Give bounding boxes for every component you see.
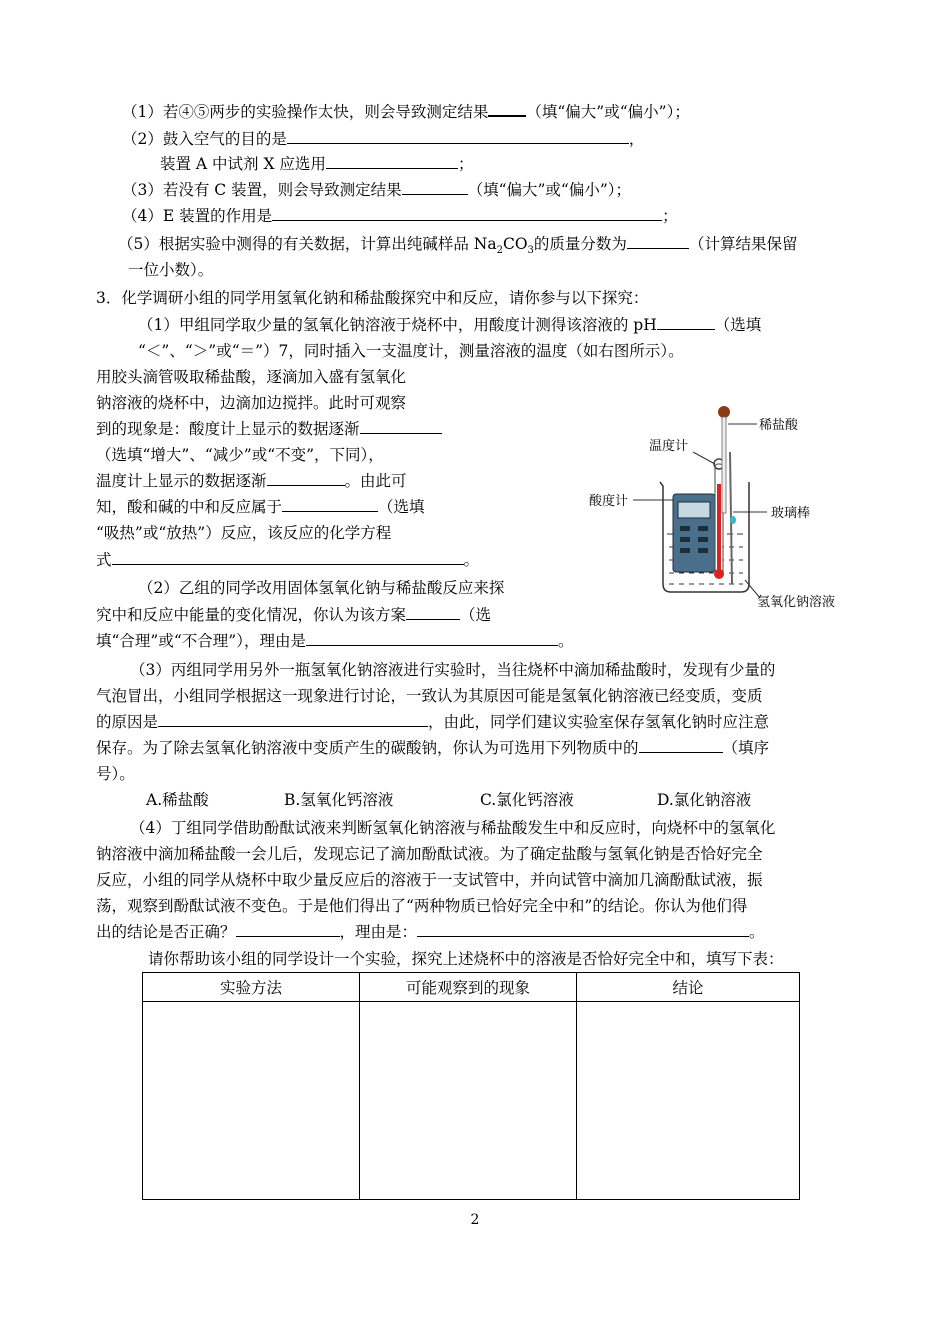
q2-s3-text: （3）若没有 C 装置，则会导致测定结果: [122, 181, 402, 199]
q3-p3-line1: （3）丙组同学用另外一瓶氢氧化钠溶液进行实验时，当往烧杯中滴加稀盐酸时，发现有少量的: [130, 661, 776, 679]
text: 。: [749, 923, 765, 941]
text: 出的结论是否正确？: [96, 923, 236, 941]
q3-p1-line7: [96, 470, 407, 492]
text: 。: [557, 632, 574, 650]
blank[interactable]: [639, 737, 723, 753]
q3-p1-line6: （选填“增大”、“减少”或“不变”，下同），: [96, 446, 384, 464]
q3-p3-line4: [96, 737, 769, 759]
q2-s3-hint: （填“偏大”或“偏小”）；: [467, 181, 632, 199]
q2-s2c-text: 装置 A 中试剂 X 应选用: [160, 155, 326, 173]
text: （选填: [378, 498, 425, 516]
blank[interactable]: [406, 604, 460, 620]
q3-p1-line1: [138, 314, 761, 336]
q3-intro: 3．化学调研小组的同学用氢氧化钠和稀盐酸探究中和反应，请你参与以下探究：: [96, 289, 649, 307]
q3-p1-line4: 钠溶液的烧杯中，边滴加边搅拌。此时可观察: [96, 394, 407, 412]
q2-s5b-text: 的质量分数为: [533, 235, 627, 253]
option-d: D.氯化钠溶液: [657, 791, 752, 809]
subscript: 3: [527, 245, 534, 257]
thermometer-mercury: [717, 484, 721, 572]
q3-p1-line5: [96, 418, 442, 440]
q3-p1-line8: [96, 496, 425, 518]
blank[interactable]: [657, 314, 715, 330]
label-thermometer: 温度计: [649, 439, 689, 454]
text: 的原因是: [96, 713, 159, 731]
q3-p1-line9: “吸热”或“放热”）反应，该反应的化学方程: [96, 524, 392, 542]
text: 知，酸和碱的中和反应属于: [96, 498, 283, 516]
option-b: B.氢氧化钙溶液: [284, 791, 394, 809]
option-a: A.稀盐酸: [146, 791, 209, 809]
blank[interactable]: [112, 549, 464, 565]
label-acid: 稀盐酸: [759, 418, 799, 433]
q2-line7: 一位小数）。: [128, 261, 214, 279]
experiment-table: [142, 972, 800, 1200]
header-phenomenon: 可能观察到的现象: [360, 973, 577, 1002]
formula-part: CO: [502, 235, 528, 253]
q2-line2: [122, 128, 644, 150]
q2-s1-hint: （填“偏大”或“偏小”）；: [526, 103, 690, 121]
q3-p1-line10: [96, 549, 479, 571]
q2-line1: [122, 100, 690, 123]
table-header-row: [143, 973, 800, 1002]
table-row: [143, 1002, 800, 1200]
thermometer-bulb: [714, 569, 724, 579]
q3-p4-line2: 钠溶液中滴加稀盐酸一会儿后，发现忘记了滴加酚酞试液。为了确定盐酸与氢氧化钠是否恰好完全: [96, 845, 763, 863]
q2-line4: [122, 179, 631, 201]
text: （选: [460, 606, 492, 624]
q3-p1-line2: “＜”、“＞”或“＝”）7，同时插入一支温度计，测量溶液的温度（如右图所示）。: [138, 342, 684, 360]
punct: ；: [457, 155, 474, 173]
q3-p2-line3: [96, 630, 573, 652]
apparatus-figure: [585, 402, 855, 614]
q3-p2-line2: [96, 604, 491, 626]
punct: ，: [628, 130, 645, 148]
blank[interactable]: [282, 496, 378, 512]
text: 式: [96, 551, 112, 569]
q2-line3: [160, 153, 473, 175]
q2-s1-text: （1）若④⑤两步的实验操作太快，则会导致测定结果: [122, 103, 489, 121]
header-method: 实验方法: [143, 973, 360, 1002]
text: 温度计上显示的数据逐渐: [96, 472, 267, 490]
blank[interactable]: [402, 179, 468, 195]
blank[interactable]: [627, 233, 689, 249]
q3-p4-line3: 反应，小组的同学从烧杯中取少量反应后的溶液于一支试管中，并向试管中滴加几滴酚酞试液，振: [96, 871, 763, 889]
q2-s5-text: （5）根据实验中测得的有关数据，计算出纯碱样品 Na: [118, 235, 497, 253]
blank[interactable]: [360, 418, 442, 434]
blank[interactable]: [287, 128, 629, 144]
cell-conclusion[interactable]: [577, 1002, 800, 1200]
cell-phenomenon[interactable]: [360, 1002, 577, 1200]
q3-p3-line3: [96, 711, 769, 733]
q3-p4-line6: 请你帮助该小组的同学设计一个实验，探究上述烧杯中的溶液是否恰好完全中和，填写下表：: [148, 950, 784, 968]
subscript: 2: [496, 245, 503, 257]
q3-p2-line1: （2）乙组的同学改用固体氢氧化钠与稀盐酸反应来探: [138, 579, 505, 597]
blank[interactable]: [267, 470, 345, 486]
q2-line6: [118, 233, 797, 262]
q2-s5c-text: （计算结果保留: [688, 235, 798, 253]
text: ，由此，同学们建议实验室保存氢氧化钠时应注意: [428, 713, 770, 731]
q2-s4-text: （4）E 装置的作用是: [122, 207, 273, 225]
q2-s2-text: （2）鼓入空气的目的是: [122, 130, 287, 148]
q3-p3-line2: 气泡冒出，小组同学根据这一现象进行讨论，一致认为其原因可能是氢氧化钠溶液已经变质，变质: [96, 687, 763, 705]
blank[interactable]: [488, 100, 526, 117]
blank[interactable]: [272, 205, 662, 221]
q3-p1-line3: 用胶头滴管吸取稀盐酸，逐滴加入盛有氢氧化: [96, 368, 407, 386]
dropper-bulb-icon: [718, 406, 730, 418]
header-conclusion: 结论: [577, 973, 800, 1002]
text: ，理由是：: [339, 923, 418, 941]
cell-method[interactable]: [143, 1002, 360, 1200]
punct: ；: [662, 207, 678, 225]
droplet-icon: [730, 516, 736, 524]
q3-p3-line5: 号）。: [96, 765, 135, 783]
blank[interactable]: [306, 630, 558, 646]
text: （填序: [722, 739, 770, 757]
q3-p4-line4: 荡，观察到酚酞试液不变色。于是他们得出了“两种物质已恰好完全中和”的结论。你认为他们得: [96, 897, 748, 915]
label-naoh: 氢氧化钠溶液: [757, 595, 836, 610]
option-c: C.氯化钙溶液: [480, 791, 574, 809]
text: 。由此可: [344, 472, 407, 490]
dropper-icon: [722, 417, 726, 513]
blank[interactable]: [326, 153, 458, 169]
q2-line5: [122, 205, 678, 227]
label-ph-meter: 酸度计: [589, 494, 629, 509]
label-glass-rod: 玻璃棒: [771, 506, 811, 521]
text: 。: [463, 551, 480, 569]
text: 究中和反应中能量的变化情况，你认为该方案: [96, 606, 407, 624]
page-number: 2: [470, 1212, 480, 1228]
blank[interactable]: [158, 711, 428, 727]
text: （1）甲组同学取少量的氢氧化钠溶液于烧杯中，用酸度计测得该溶液的 pH: [138, 316, 657, 334]
q3-p4-line5: [96, 921, 765, 943]
text: 填“合理”或“不合理”），理由是: [96, 632, 306, 650]
blank[interactable]: [417, 921, 749, 937]
q3-p4-line1: （4）丁组同学借助酚酞试液来判断氢氧化钠溶液与稀盐酸发生中和反应时，向烧杯中的氢氧化: [130, 819, 776, 837]
text: （选填: [714, 316, 762, 334]
blank[interactable]: [236, 921, 340, 937]
meter-display: [678, 502, 710, 518]
text: 保存。为了除去氢氧化钠溶液中变质产生的碳酸钠，你认为可选用下列物质中的: [96, 739, 639, 757]
text: 到的现象是：酸度计上显示的数据逐渐: [96, 420, 360, 438]
